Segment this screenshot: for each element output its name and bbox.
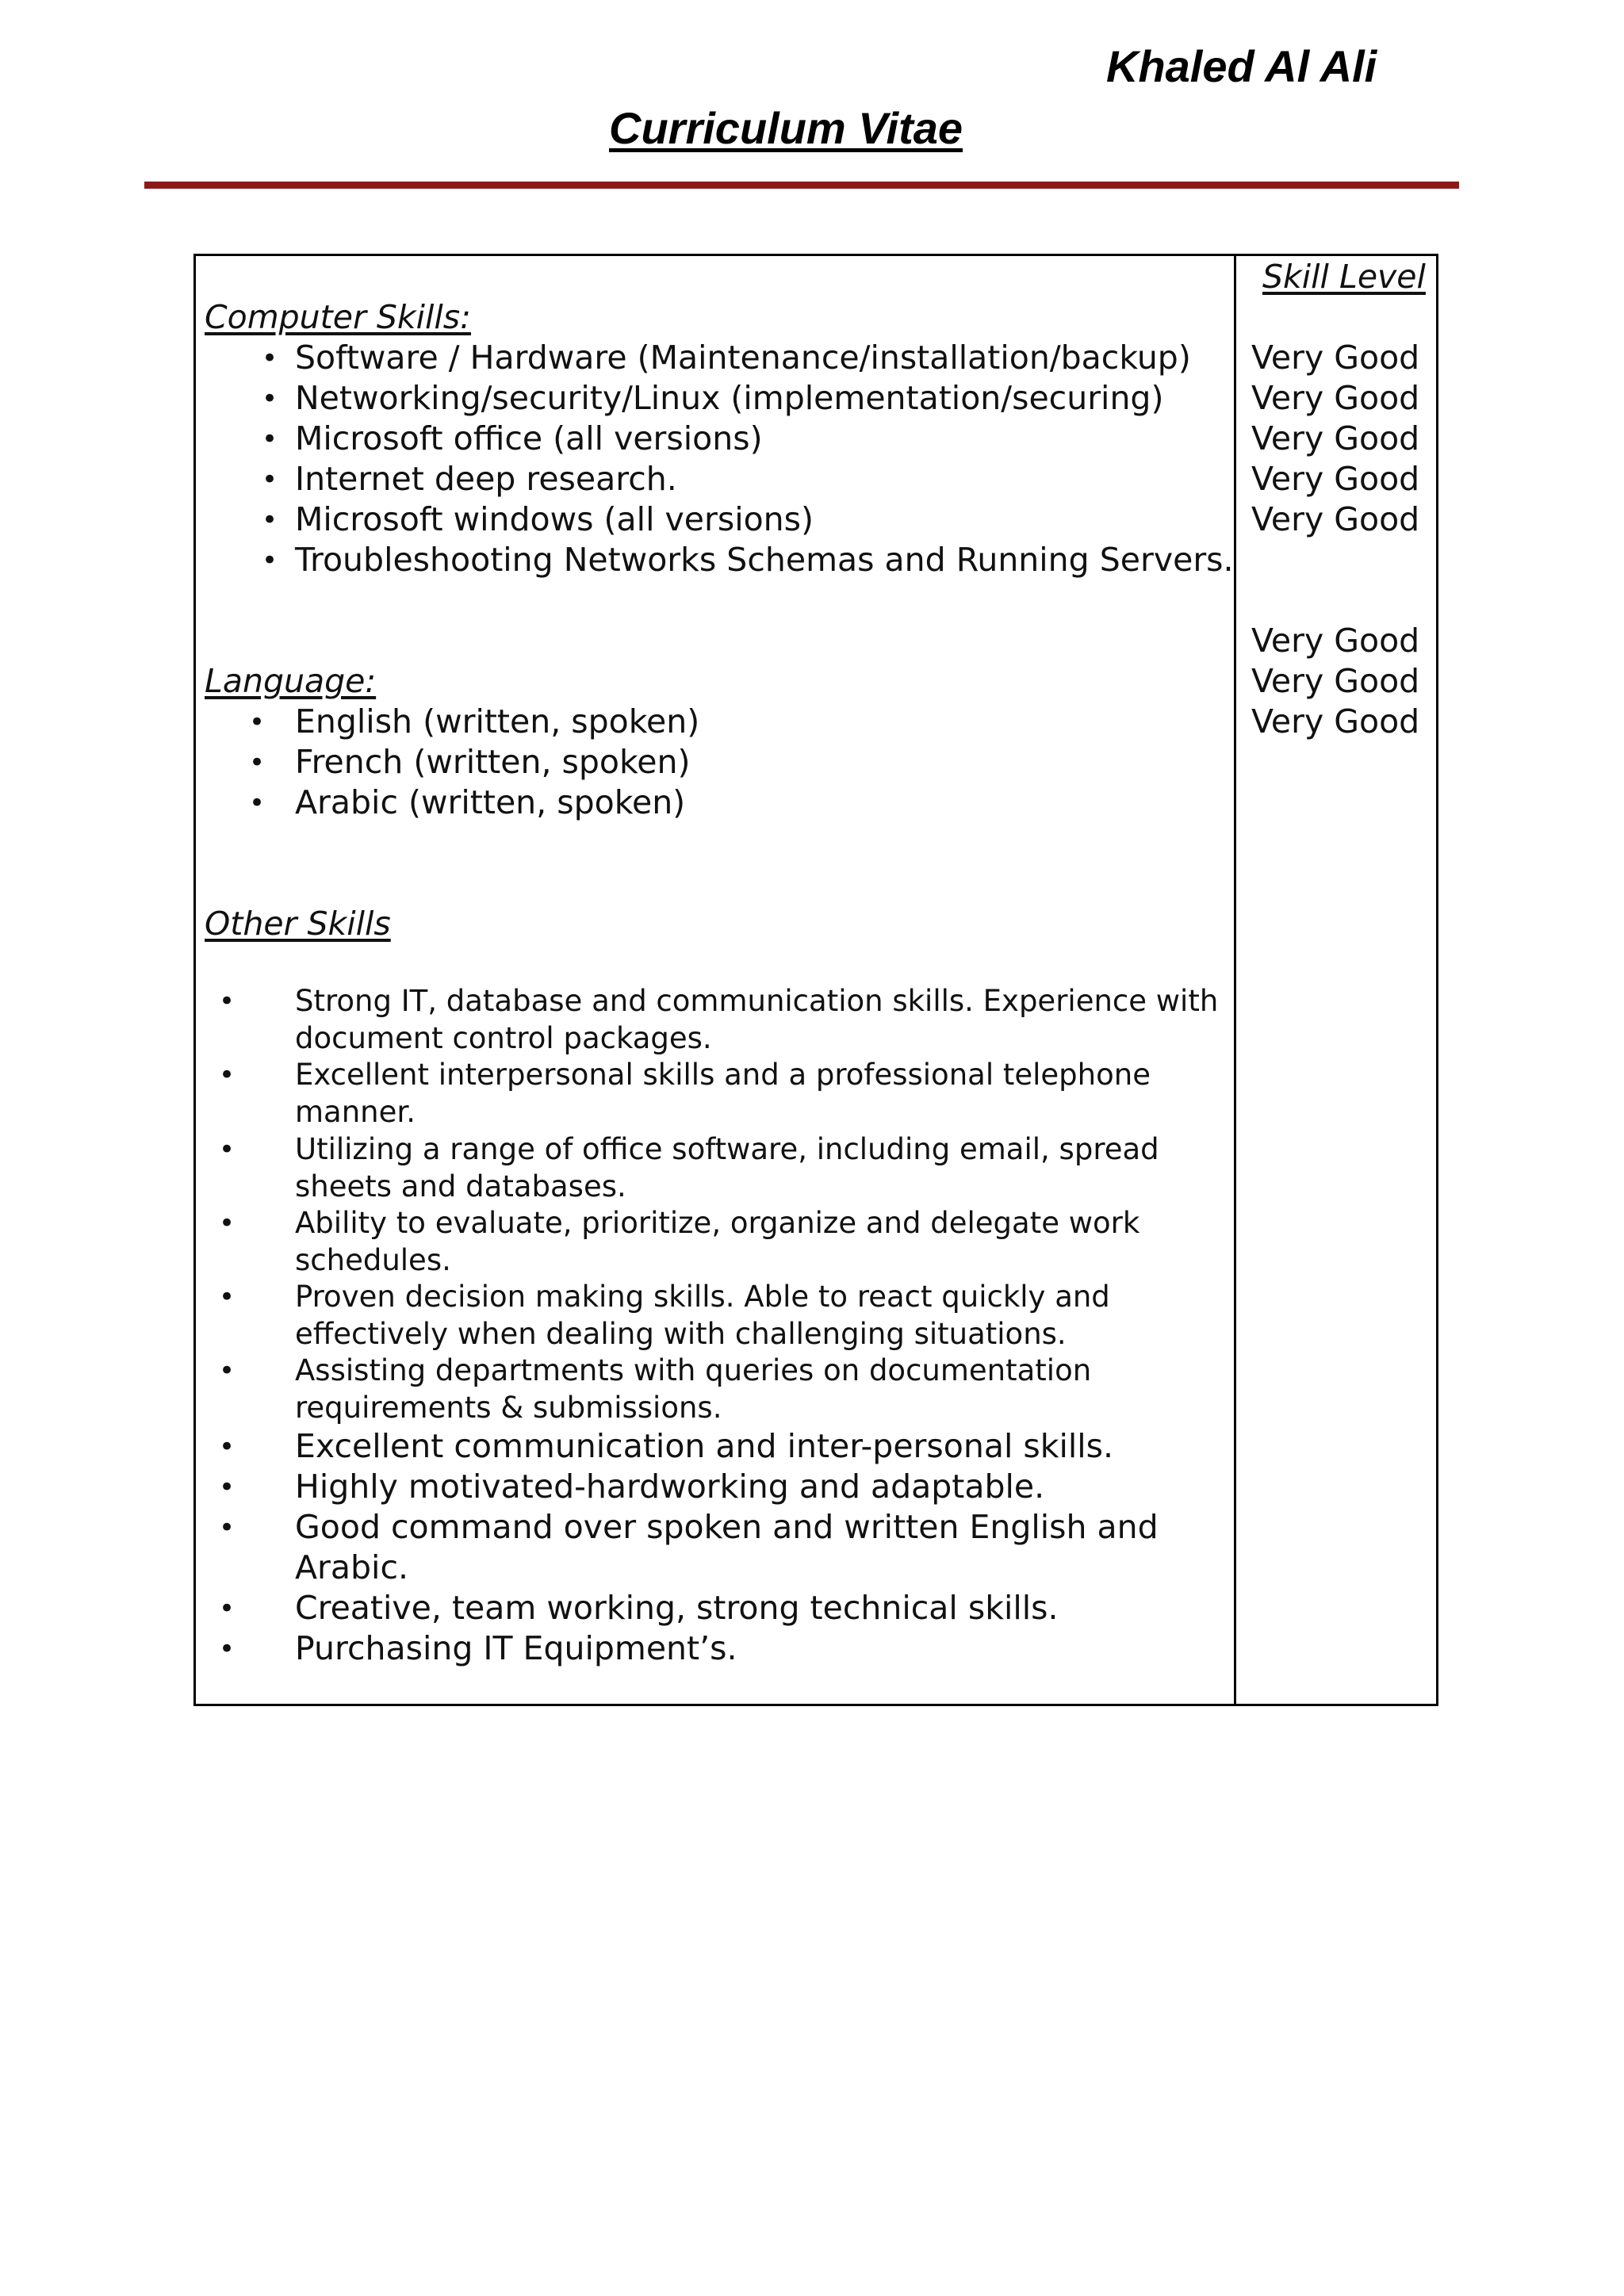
language-heading: Language: (205, 662, 377, 700)
bullet-icon: • (219, 1207, 236, 1239)
bullet-icon: • (219, 1355, 236, 1387)
bullet-icon: • (262, 545, 278, 576)
header-rule (144, 182, 1459, 189)
skill-level-value: Very Good (1251, 379, 1420, 417)
bullet-icon: • (219, 1512, 236, 1544)
bullet-icon: • (219, 1134, 236, 1165)
skill-level-value: Very Good (1251, 622, 1420, 660)
table-column-divider (1234, 254, 1236, 1706)
bullet-icon: • (262, 342, 278, 374)
skill-level-value: Very Good (1251, 419, 1420, 457)
skill-level-value: Very Good (1251, 702, 1420, 740)
bullet-icon: • (219, 1281, 236, 1313)
bullet-icon: • (262, 423, 278, 455)
bullet-icon: • (249, 787, 266, 819)
bullet-icon: • (219, 1431, 236, 1463)
bullet-icon: • (249, 747, 266, 779)
skill-level-value: Very Good (1251, 460, 1420, 498)
skill-level-header: Skill Level (1262, 258, 1426, 296)
bullet-icon: • (219, 1471, 236, 1503)
bullet-icon: • (262, 383, 278, 415)
bullet-icon: • (249, 706, 266, 738)
bullet-icon: • (219, 1593, 236, 1624)
bullet-icon: • (219, 1633, 236, 1665)
computer-skills-heading: Computer Skills: (205, 298, 471, 336)
bullet-icon: • (219, 985, 236, 1017)
skill-level-value: Very Good (1251, 500, 1420, 538)
candidate-name: Khaled Al Ali (1106, 41, 1377, 91)
page-title: Curriculum Vitae (609, 103, 963, 153)
bullet-icon: • (262, 464, 278, 496)
skill-level-value: Very Good (1251, 339, 1420, 377)
bullet-icon: • (219, 1059, 236, 1091)
other-skills-heading: Other Skills (205, 905, 391, 943)
bullet-icon: • (262, 504, 278, 536)
skill-level-value: Very Good (1251, 662, 1420, 700)
